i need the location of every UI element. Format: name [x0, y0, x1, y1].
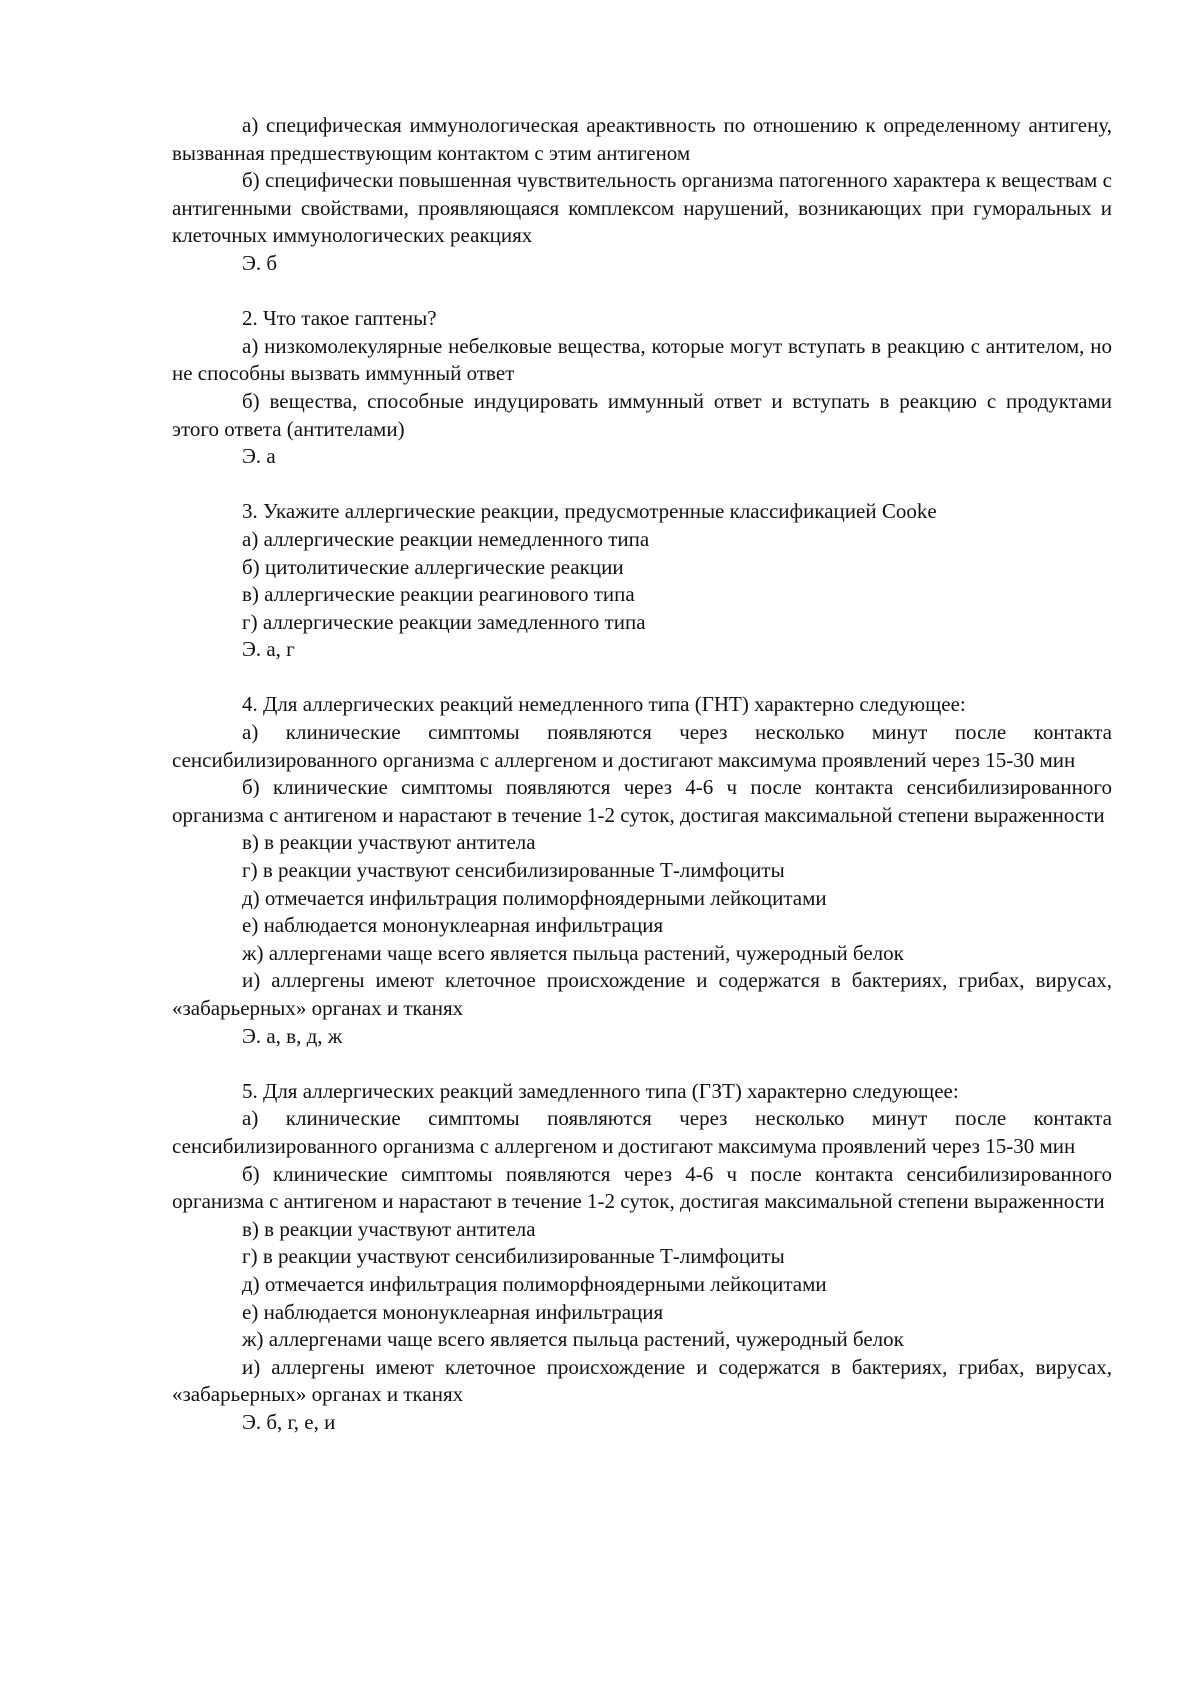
answer-option: а) клинические симптомы появляются через несколько минут после контакта сенсибилизированного организма с аллергеном и достигают максимума проявлений через 15-30 мин [172, 1106, 1112, 1158]
answer-option: ж) аллергенами чаще всего является пыльца растений, чужеродный белок [242, 1327, 904, 1352]
answer-option: б) клинические симптомы появляются через 4-6 ч после контакта сенсибилизированного организма с антигеном и нарастают в течение 1-2 суток, достигая максимальной степени выраженности [172, 1161, 1112, 1214]
paragraph-spacer [172, 471, 1112, 499]
answer-option: ж) аллергенами чаще всего является пыльца растений, чужеродный белок [242, 940, 904, 965]
answer-option: б) клинические симптомы появляются через 4-6 ч после контакта сенсибилизированного организма с антигеном и нарастают в течение 1-2 суток, достигая максимальной степени выраженности [172, 775, 1112, 827]
question-heading: 2. Что такое гаптены? [242, 306, 437, 331]
answer-key: Э. а [242, 444, 276, 469]
answer-option: г) в реакции участвуют сенсибилизированные Т-лимфоциты [242, 858, 785, 883]
answer-option: е) наблюдается мононуклеарная инфильтрация [242, 1299, 664, 1324]
answer-key: Э. а, в, д, ж [242, 1023, 343, 1048]
answer-option: в) в реакции участвуют антитела [242, 1216, 536, 1241]
paragraph-spacer [172, 278, 1112, 306]
answer-option: в) аллергические реакции реагинового типа [242, 582, 635, 607]
answer-key: Э. б, г, е, и [242, 1409, 336, 1434]
question-heading: 3. Укажите аллергические реакции, предусмотренные классификацией Cooke [242, 499, 937, 524]
answer-option: а) аллергические реакции немедленного типа [242, 526, 650, 551]
answer-option: д) отмечается инфильтрация полиморфноядерными лейкоцитами [242, 885, 827, 910]
question-heading: 5. Для аллергических реакций замедленного типа (ГЗТ) характерно следующее: [242, 1078, 959, 1103]
answer-option: и) аллергены имеют клеточное происхождение и содержатся в бактериях, грибах, вирусах, «забарьерных» органах и тканях [172, 968, 1112, 1020]
answer-option: д) отмечается инфильтрация полиморфноядерными лейкоцитами [242, 1271, 827, 1296]
answer-option: б) вещества, способные индуцировать иммунный ответ и вступать в реакцию с продуктами этого ответа (антителами) [172, 388, 1112, 441]
answer-option: б) специфически повышенная чувствительность организма патогенного характера к веществам с антигенными свойствами, проявляющаяся комплексом нарушений, возникающих при гуморальных и клеточных иммунологических реакциях [172, 168, 1112, 248]
paragraph-spacer [172, 664, 1112, 692]
answer-option: г) в реакции участвуют сенсибилизированные Т-лимфоциты [242, 1244, 785, 1269]
answer-option: в) в реакции участвуют антитела [242, 830, 536, 855]
answer-option: и) аллергены имеют клеточное происхождение и содержатся в бактериях, грибах, вирусах, «забарьерных» органах и тканях [172, 1354, 1112, 1407]
answer-option: г) аллергические реакции замедленного типа [242, 609, 646, 634]
question-heading: 4. Для аллергических реакций немедленного типа (ГНТ) характерно следующее: [242, 692, 966, 717]
document-body [172, 112, 1112, 1437]
answer-option: а) низкомолекулярные небелковые вещества, которые могут вступать в реакцию с антителом, но не способны вызвать иммунный ответ [172, 333, 1112, 386]
answer-option: а) клинические симптомы появляются через несколько минут после контакта сенсибилизированного организма с аллергеном и достигают максимума проявлений через 15-30 мин [172, 720, 1112, 772]
answer-key: Э. а, г [242, 637, 295, 662]
answer-option: а) специфическая иммунологическая ареактивность по отношению к определенному антигену, вызванная предшествующим контактом с этим антигеном [172, 113, 1112, 165]
answer-option: б) цитолитические аллергические реакции [242, 554, 624, 579]
paragraph-spacer [172, 1050, 1112, 1078]
answer-key: Э. б [242, 250, 278, 275]
answer-option: е) наблюдается мононуклеарная инфильтрация [242, 913, 664, 938]
